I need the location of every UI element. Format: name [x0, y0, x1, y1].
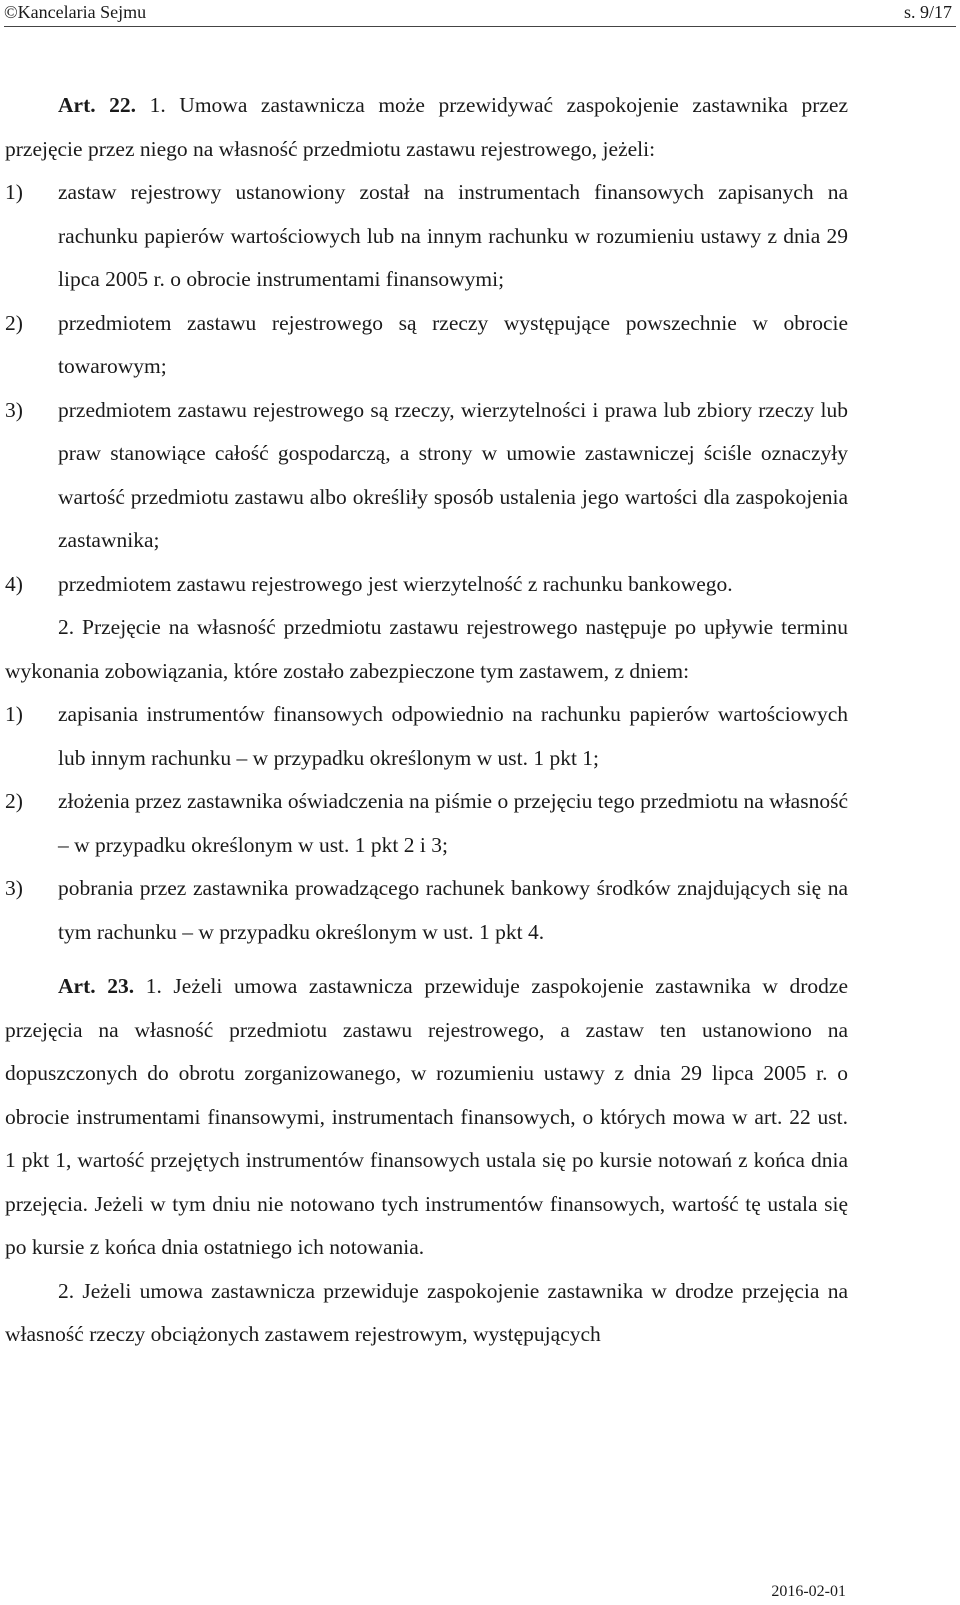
list-item: [5, 302, 848, 389]
list-item: [5, 563, 848, 607]
list-item-text: przedmiotem zastawu rejestrowego jest wierzytelność z rachunku bankowego.: [58, 571, 733, 596]
art23-p1-text: 1. Jeżeli umowa zastawnicza przewiduje zaspokojenie zastawnika w drodze przejęcia na własność przedmiotu zastawu rejestrowego, a zastaw ten ustanowiono na dopuszczonych do obrotu zorganizowanego, w rozumieniu ustawy z dnia 29 lipca 2005 r. o obrocie instrumentami finansowymi, instrumentach finansowych, o których mowa w art. 22 ust. 1 pkt 1, wartość przejętych instrumentów finansowych ustala się po kursie notowań z końca dnia przejęcia. Jeżeli w tym dniu nie notowano tych instrumentów finansowych, wartość tę ustala się po kursie z końca dnia ostatniego ich notowania.: [5, 974, 849, 1259]
list-item-number: 2): [5, 789, 23, 813]
list-item-number: 2): [5, 310, 23, 335]
publisher-label: ©Kancelaria Sejmu: [4, 2, 147, 22]
list-item-number: 4): [5, 571, 23, 596]
list-item: [5, 867, 848, 954]
list-item-number: 3): [5, 876, 23, 900]
list-item-text: zapisania instrumentów finansowych odpowiednio na rachunku papierów wartościowych lub innym rachunku – w przypadku określonym w ust. 1 pkt 1;: [58, 702, 848, 770]
page-header: [4, 0, 956, 27]
art22-paragraph-1: [5, 84, 848, 171]
list-item-text: przedmiotem zastawu rejestrowego są rzeczy występujące powszechnie w obrocie towarowym;: [58, 310, 848, 378]
list-item-number: 3): [5, 397, 23, 422]
list-item-number: 1): [5, 180, 23, 204]
list-item: [5, 389, 848, 563]
art23-paragraph-2: 2. Jeżeli umowa zastawnicza przewiduje zaspokojenie zastawnika w drodze przejęcia na własność rzeczy obciążonych zastawem rejestrowym, występujących: [5, 1278, 848, 1346]
document-body: [5, 84, 848, 1357]
page-number: s. 9/17: [903, 2, 952, 22]
art23-paragraph-1: [5, 965, 848, 1270]
art23-label: Art. 23.: [58, 974, 135, 998]
list-item: [5, 693, 848, 780]
list-item-text: pobrania przez zastawnika prowadzącego rachunek bankowy środków znajdujących się na tym rachunku – w przypadku określonym w ust. 1 pkt 4.: [58, 876, 848, 944]
publication-date: 2016-02-01: [771, 1583, 846, 1600]
art22-label: Art. 22.: [58, 93, 137, 117]
art22-p1-number: 1.: [149, 93, 166, 117]
list-item: [5, 780, 848, 867]
list-item-text: złożenia przez zastawnika oświadczenia na piśmie o przejęciu tego przedmiotu na własność – w przypadku określonym w ust. 1 pkt 2 i 3;: [58, 789, 848, 857]
art22-p1-text: Umowa zastawnicza może przewidywać zaspokojenie zastawnika przez przejęcie przez niego na własność przedmiotu zastawu rejestrowego, jeżeli:: [5, 93, 849, 161]
art22-paragraph-2: 2. Przejęcie na własność przedmiotu zastawu rejestrowego następuje po upływie terminu wykonania zobowiązania, które zostało zabezpieczone tym zastawem, z dniem:: [5, 615, 848, 683]
list-item-text: przedmiotem zastawu rejestrowego są rzeczy, wierzytelności i prawa lub zbiory rzeczy lub praw stanowiące całość gospodarczą, a strony w umowie zastawniczej ściśle oznaczyły wartość przedmiotu zastawu albo określiły sposób ustalenia jego wartości dla zaspokojenia zastawnika;: [58, 397, 848, 552]
list-item: [5, 171, 848, 302]
list-item-text: zastaw rejestrowy ustanowiony został na instrumentach finansowych zapisanych na rachunku papierów wartościowych lub na innym rachunku w rozumieniu ustawy z dnia 29 lipca 2005 r. o obrocie instrumentami finansowymi;: [58, 180, 848, 291]
list-item-number: 1): [5, 702, 23, 726]
